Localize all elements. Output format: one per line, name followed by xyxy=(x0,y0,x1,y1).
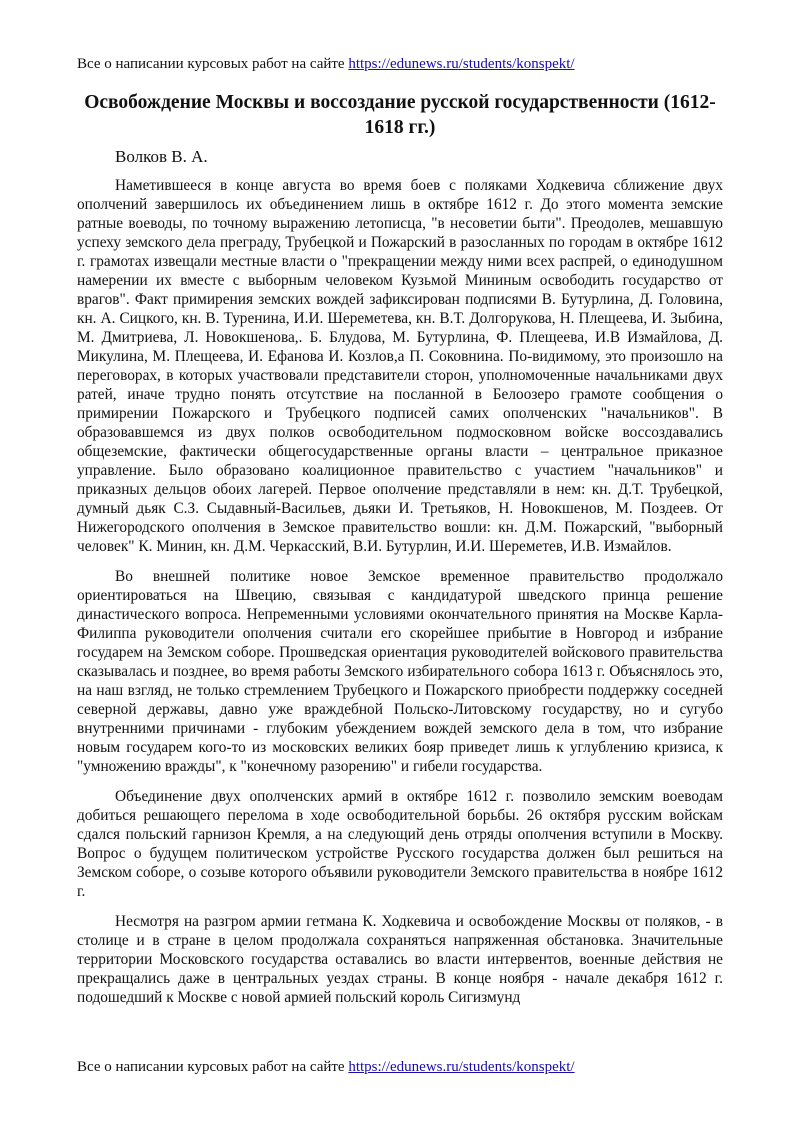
document-title: Освобождение Москвы и воссоздание русской государственности (1612-1618 гг.) xyxy=(84,92,716,138)
document-body xyxy=(77,176,723,1018)
footer-link[interactable]: https://edunews.ru/students/konspekt/ xyxy=(348,1059,575,1075)
header-link[interactable]: https://edunews.ru/students/konspekt/ xyxy=(348,56,575,72)
paragraph: Во внешней политике новое Земское временное правительство продолжало ориентироваться на Швецию, связывая с кандидатурой шведского принца решение династического вопроса. Непременными условиями окончательного принятия на Москве Карла-Филиппа руководители ополчения считали его скорейшее прибытие в Новгород и избрание государем на Земском соборе. Прошведская ориентация руководителей войскового правительства сказывалась и позднее, во время работы Земского избирательного собора 1613 г. Объяснялось это, на наш взгляд, не только стремлением Трубецкого и Пожарского приобрести поддержку соседней северной державы, давно уже враждебной Польско-Литовскому государству, но и сугубо внутренними причинами - глубоким убеждением вождей земского дела в том, что избрание новым государем кого-то из московских великих бояр приведет лишь к углублению кризиса, к "умножению вражды", к "конечному разорению" и гибели государства. xyxy=(77,568,723,775)
paragraph: Объединение двух ополченских армий в октябре 1612 г. позволило земским воеводам добиться решающего перелома в ходе освободительной борьбы. 26 октября русским войскам сдался польский гарнизон Кремля, а на следующий день отряды ополчения вступили в Москву. Вопрос о будущем политическом устройстве Русского государства должен был решиться на Земском соборе, о созыве которого объявили руководители Земского правительства в ноябре 1612 г. xyxy=(77,788,723,900)
paragraph: Наметившееся в конце августа во время боев с поляками Ходкевича сближение двух ополчений завершилось их объединением лишь в октябре 1612 г. До этого момента земские ратные воеводы, по точному выражению летописца, "в несоветии быти". Преодолев, мешавшую успеху земского дела преграду, Трубецкой и Пожарский в разосланных по городам в октябре 1612 г. грамотах извещали местные власти о "прекращении между ними всех распрей, о единодушном намерении их вместе с выборным человеком Кузьмой Мининым освободить государство от врагов". Факт примирения земских вождей зафиксирован подписями В. Бутурлина, Д. Головина, кн. А. Сицкого, кн. В. Туренина, И.И. Шереметева, кн. В.Т. Долгорукова, Н. Плещеева, И. Зыбина, М. Дмитриева, Л. Новокшенова,. Б. Блудова, М. Бутурлина, Ф. Плещеева, И.В Измайлова, Д. Микулина, М. Плещеева, И. Ефанова И. Козлов,а П. Соковнина. По-видимому, это произошло на переговорах, в которых участвовали представители сторон, уполномоченные начальниками двух ратей, иначе трудно понять отсутствие на посланной в Белоозеро грамоте сообщения о примирении Пожарского и Трубецкого подписей самих ополченских "начальников". В образовавшемся из двух полков освободительном подмосковном войске воссоздавались общеземские, фактически общегосударственные органы власти – центральное приказное управление. Было образовано коалиционное правительство с участием "начальников" и приказных дельцов обоих лагерей. Первое ополчение представляли в нем: кн. Д.Т. Трубецкой, думный дьяк С.З. Сыдавный-Васильев, дьяки И. Третьяков, Н. Новокшенов, М. Поздеев. От Нижегородского ополчения в Земское правительство вошли: кн. Д.М. Пожарский, "выборный человек" К. Минин, кн. Д.М. Черкасский, В.И. Бутурлин, И.И. Шереметев, И.В. Измайлов. xyxy=(77,177,723,555)
header-text: Все о написании курсовых работ на сайте xyxy=(77,56,349,72)
author-name: Волков В. А. xyxy=(115,147,208,166)
document-page xyxy=(77,0,723,1131)
footer-line xyxy=(77,1058,575,1076)
footer-text: Все о написании курсовых работ на сайте xyxy=(77,1059,349,1075)
header-line xyxy=(77,55,575,73)
paragraph: Несмотря на разгром армии гетмана К. Ходкевича и освобождение Москвы от поляков, - в столице и в стране в целом продолжала сохраняться напряженная обстановка. Значительные территории Московского государства оставались во власти интервентов, военные действия не прекращались даже в центральных уездах страны. В конце ноября - начале декабря 1612 г. подошедший к Москве с новой армией польский король Сигизмунд xyxy=(77,913,723,1006)
